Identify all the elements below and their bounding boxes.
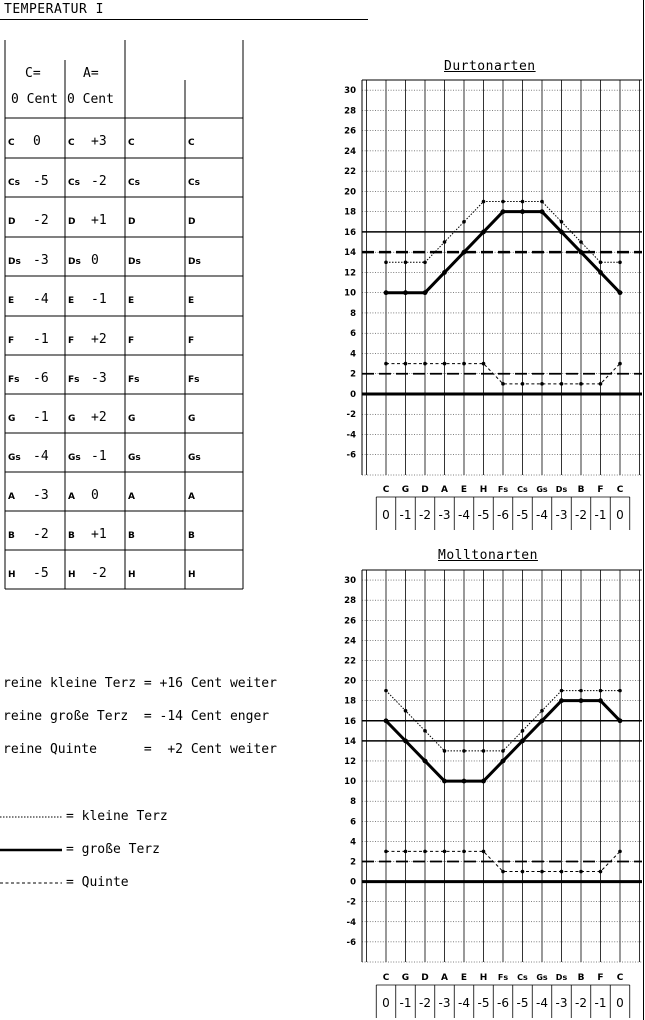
table-note-label: Cs (8, 178, 20, 188)
y-tick-label: 6 (350, 329, 356, 340)
table-value-c: -6 (33, 371, 49, 386)
table-note-label: Gs (188, 453, 201, 463)
table-note-label: Fs (128, 375, 140, 385)
data-point (423, 290, 428, 295)
table-note-label: D (188, 217, 196, 227)
data-point (540, 200, 544, 204)
data-point (443, 850, 447, 854)
y-tick-label: 24 (344, 636, 356, 647)
bottom-value-label: -6 (497, 996, 509, 1010)
series-line (386, 364, 620, 384)
bottom-value-label: 0 (616, 508, 624, 522)
x-tick-label: G (401, 485, 410, 495)
table-note-label: E (188, 296, 195, 306)
x-tick-label: D (421, 973, 429, 983)
table-note-label: B (8, 531, 15, 541)
table-note-label: F (128, 336, 135, 346)
table-note-label: Cs (188, 178, 200, 188)
data-point (618, 718, 623, 723)
y-tick-label: 30 (344, 86, 356, 97)
series-line (386, 851, 620, 871)
x-tick-label: G (401, 973, 410, 983)
data-point (560, 220, 564, 224)
table-note-label: Cs (128, 178, 140, 188)
data-point (443, 362, 447, 366)
bottom-value-label: -3 (555, 508, 568, 522)
table-value-a: 0 (91, 488, 99, 503)
table-col-header-unit: 0 Cent (67, 92, 114, 107)
table-value-a: -1 (91, 292, 107, 307)
bottom-value-label: -5 (516, 508, 529, 522)
data-point (384, 689, 388, 693)
data-point (598, 698, 603, 703)
bottom-value-label: -1 (594, 996, 607, 1010)
bottom-value-label: -4 (458, 508, 470, 522)
table-note-label: C (8, 138, 15, 148)
data-point (599, 870, 603, 874)
data-point (501, 759, 506, 764)
table-note-label: E (128, 296, 135, 306)
y-tick-label: 16 (344, 227, 356, 238)
data-point (443, 749, 447, 753)
data-point (579, 250, 584, 255)
x-tick-label: B (577, 485, 585, 495)
table-value-a: +2 (91, 332, 107, 347)
data-point (482, 362, 486, 366)
data-point (404, 261, 408, 265)
data-point (482, 749, 486, 753)
table-note-label: A (68, 492, 75, 502)
bottom-value-label: -1 (399, 996, 412, 1010)
x-tick-label: C (382, 973, 390, 983)
y-tick-label: 8 (350, 308, 356, 319)
table-value-c: 0 (33, 134, 41, 149)
x-tick-label: Gs (536, 973, 548, 982)
bottom-value-label: -3 (438, 508, 451, 522)
bottom-value-label: -5 (516, 996, 529, 1010)
bottom-value-label: -1 (594, 508, 607, 522)
x-tick-label: H (479, 485, 488, 495)
x-tick-label: Fs (497, 973, 509, 982)
x-tick-label: B (577, 973, 585, 983)
table-value-a: 0 (91, 253, 99, 268)
table-note-label: Ds (68, 257, 81, 267)
chart-title-durtonarten: Durtonarten (444, 59, 536, 74)
y-tick-label: 0 (350, 389, 356, 400)
x-tick-label: C (616, 973, 624, 983)
data-point (618, 850, 622, 854)
data-point (540, 709, 544, 713)
table-value-c: -1 (33, 332, 49, 347)
y-tick-label: 28 (344, 106, 356, 117)
legend-line-sample (0, 814, 64, 820)
y-tick-label: 30 (344, 576, 356, 587)
data-point (579, 698, 584, 703)
y-tick-label: 8 (350, 797, 356, 808)
bottom-value-label: -2 (575, 996, 587, 1010)
data-point (501, 870, 505, 874)
bottom-value-label: 0 (382, 996, 390, 1010)
table-note-label: D (8, 217, 16, 227)
table-col-header: A= (83, 66, 99, 81)
table-note-label: A (188, 492, 195, 502)
bottom-value-label: 0 (382, 508, 390, 522)
x-tick-label: F (597, 973, 604, 983)
y-tick-label: 20 (344, 187, 356, 198)
data-point (423, 729, 427, 733)
table-note-label: F (8, 336, 15, 346)
data-point (404, 850, 408, 854)
y-tick-label: 18 (344, 207, 356, 218)
data-point (559, 698, 564, 703)
data-point (521, 382, 525, 386)
table-note-label: H (8, 570, 16, 580)
x-tick-label: Cs (517, 485, 528, 494)
y-tick-label: 10 (344, 777, 356, 788)
data-point (462, 779, 467, 784)
bottom-value-label: -1 (399, 508, 412, 522)
y-tick-label: 14 (344, 736, 356, 747)
table-note-label: G (128, 414, 136, 424)
data-point (521, 729, 525, 733)
x-tick-label: Gs (536, 485, 548, 494)
data-point (560, 689, 564, 693)
data-point (599, 382, 603, 386)
y-tick-label: 26 (344, 616, 356, 627)
bottom-value-label: -5 (477, 508, 490, 522)
y-tick-label: 4 (350, 349, 356, 360)
series-line (386, 691, 620, 751)
bottom-value-label: -4 (536, 996, 548, 1010)
x-tick-label: D (421, 485, 429, 495)
x-tick-label: Cs (517, 973, 528, 982)
data-point (462, 850, 466, 854)
bottom-value-label: -4 (536, 508, 548, 522)
table-value-c: -3 (33, 253, 49, 268)
data-point (520, 209, 525, 214)
data-point (579, 240, 583, 244)
table-note-label: Gs (8, 453, 21, 463)
data-point (462, 220, 466, 224)
table-value-a: -3 (91, 371, 107, 386)
data-point (462, 250, 467, 255)
data-point (579, 870, 583, 874)
table-note-label: Ds (8, 257, 21, 267)
table-col-header-unit: 0 Cent (11, 92, 58, 107)
interval-note-line: reine kleine Terz = +16 Cent weiter (3, 676, 277, 691)
bottom-value-label: -3 (555, 996, 568, 1010)
table-note-label: Ds (188, 257, 201, 267)
y-tick-label: -4 (346, 917, 356, 928)
table-note-label: F (188, 336, 195, 346)
data-point (384, 261, 388, 265)
x-tick-label: E (460, 485, 468, 495)
table-note-label: Gs (128, 453, 141, 463)
data-point (481, 230, 486, 235)
data-point (521, 200, 525, 204)
data-point (403, 738, 408, 743)
y-tick-label: -2 (346, 410, 356, 421)
table-note-label: D (128, 217, 136, 227)
y-tick-label: 12 (344, 756, 356, 767)
bottom-value-label: -6 (497, 508, 509, 522)
y-tick-label: 22 (344, 656, 356, 667)
data-point (579, 382, 583, 386)
series-line (386, 202, 620, 263)
table-note-label: F (68, 336, 75, 346)
table-value-a: -2 (91, 566, 107, 581)
x-tick-label: A (441, 973, 448, 983)
bottom-value-label: -2 (419, 508, 431, 522)
x-tick-label: E (460, 973, 468, 983)
x-tick-label: F (597, 485, 604, 495)
data-point (540, 718, 545, 723)
table-note-label: Ds (128, 257, 141, 267)
x-tick-label: Ds (555, 973, 568, 982)
y-tick-label: 20 (344, 676, 356, 687)
data-point (599, 261, 603, 265)
table-note-label: Fs (8, 375, 20, 385)
table-value-a: +1 (91, 213, 107, 228)
table-note-label: B (188, 531, 195, 541)
y-tick-label: 2 (350, 857, 356, 868)
y-tick-label: 18 (344, 696, 356, 707)
bottom-value-label: -2 (419, 996, 431, 1010)
table-note-label: C (188, 138, 195, 148)
data-point (540, 870, 544, 874)
chart-title-molltonarten: Molltonarten (438, 548, 538, 563)
x-tick-label: C (382, 485, 390, 495)
y-tick-label: -4 (346, 430, 356, 441)
data-point (520, 738, 525, 743)
x-tick-label: A (441, 485, 448, 495)
x-tick-label: C (616, 485, 624, 495)
legend-line-sample (0, 880, 64, 886)
bottom-value-label: -2 (575, 508, 587, 522)
data-point (481, 779, 486, 784)
data-point (559, 230, 564, 235)
table-note-label: C (68, 138, 75, 148)
table-note-label: C (128, 138, 135, 148)
table-note-label: Cs (68, 178, 80, 188)
data-point (462, 362, 466, 366)
table-note-label: G (68, 414, 76, 424)
table-note-label: Fs (188, 375, 200, 385)
y-tick-label: 22 (344, 167, 356, 178)
table-value-c: -5 (33, 566, 49, 581)
data-point (443, 240, 447, 244)
legend-label: = Quinte (66, 875, 129, 890)
table-note-label: A (128, 492, 135, 502)
table-note-label: H (188, 570, 196, 580)
data-point (501, 382, 505, 386)
table-note-label: D (68, 217, 76, 227)
y-tick-label: 28 (344, 596, 356, 607)
data-point (423, 850, 427, 854)
legend-label: = große Terz (66, 842, 160, 857)
data-point (501, 200, 505, 204)
y-tick-label: 4 (350, 837, 356, 848)
data-point (482, 200, 486, 204)
legend-label: = kleine Terz (66, 809, 168, 824)
table-value-c: -1 (33, 410, 49, 425)
data-point (618, 261, 622, 265)
table-note-label: Fs (68, 375, 80, 385)
y-tick-label: 6 (350, 817, 356, 828)
data-point (618, 362, 622, 366)
y-tick-label: 16 (344, 716, 356, 727)
data-point (521, 870, 525, 874)
table-value-c: -4 (33, 449, 49, 464)
table-value-c: -2 (33, 527, 49, 542)
data-point (540, 382, 544, 386)
interval-note-line: reine große Terz = -14 Cent enger (3, 709, 270, 724)
table-note-label: Gs (68, 453, 81, 463)
interval-note-line: reine Quinte = +2 Cent weiter (3, 742, 277, 757)
table-value-a: -1 (91, 449, 107, 464)
table-value-c: -5 (33, 174, 49, 189)
table-col-header: C= (25, 66, 41, 81)
table-note-label: H (68, 570, 76, 580)
table-value-c: -3 (33, 488, 49, 503)
data-point (462, 749, 466, 753)
data-point (482, 850, 486, 854)
temperament-table (0, 0, 250, 600)
y-tick-label: 2 (350, 369, 356, 380)
data-point (423, 362, 427, 366)
bottom-value-label: -3 (438, 996, 451, 1010)
data-point (442, 270, 447, 275)
series-line (386, 701, 620, 781)
data-point (540, 209, 545, 214)
y-tick-label: 0 (350, 877, 356, 888)
x-tick-label: Ds (555, 485, 568, 494)
y-tick-label: 10 (344, 288, 356, 299)
data-point (404, 709, 408, 713)
table-value-a: +1 (91, 527, 107, 542)
data-point (404, 362, 408, 366)
data-point (599, 689, 603, 693)
data-point (560, 870, 564, 874)
legend-line-sample (0, 847, 64, 853)
data-point (501, 749, 505, 753)
data-point (384, 362, 388, 366)
table-value-c: -2 (33, 213, 49, 228)
table-note-label: B (128, 531, 135, 541)
y-tick-label: 24 (344, 146, 356, 157)
bottom-value-label: -4 (458, 996, 470, 1010)
y-tick-label: -6 (346, 450, 356, 461)
data-point (423, 759, 428, 764)
data-point (598, 270, 603, 275)
bottom-value-label: -5 (477, 996, 490, 1010)
y-tick-label: 26 (344, 126, 356, 137)
page-edge-rule (643, 0, 644, 1020)
data-point (423, 261, 427, 265)
bottom-value-label: 0 (616, 996, 624, 1010)
y-tick-label: -6 (346, 937, 356, 948)
data-point (384, 718, 389, 723)
data-point (403, 290, 408, 295)
series-line (386, 212, 620, 293)
data-point (384, 290, 389, 295)
data-point (618, 290, 623, 295)
page-title: TEMPERATUR I (4, 2, 104, 17)
table-value-a: -2 (91, 174, 107, 189)
table-value-c: -4 (33, 292, 49, 307)
table-note-label: E (8, 296, 15, 306)
table-value-a: +3 (91, 134, 107, 149)
y-tick-label: -2 (346, 897, 356, 908)
table-note-label: H (128, 570, 136, 580)
table-value-a: +2 (91, 410, 107, 425)
y-tick-label: 14 (344, 248, 356, 259)
x-tick-label: Fs (497, 485, 509, 494)
table-note-label: G (188, 414, 196, 424)
table-note-label: E (68, 296, 75, 306)
y-tick-label: 12 (344, 268, 356, 279)
data-point (442, 779, 447, 784)
x-tick-label: H (479, 973, 488, 983)
data-point (384, 850, 388, 854)
table-note-label: B (68, 531, 75, 541)
data-point (501, 209, 506, 214)
data-point (560, 382, 564, 386)
data-point (618, 689, 622, 693)
table-note-label: G (8, 414, 16, 424)
table-note-label: A (8, 492, 15, 502)
data-point (579, 689, 583, 693)
